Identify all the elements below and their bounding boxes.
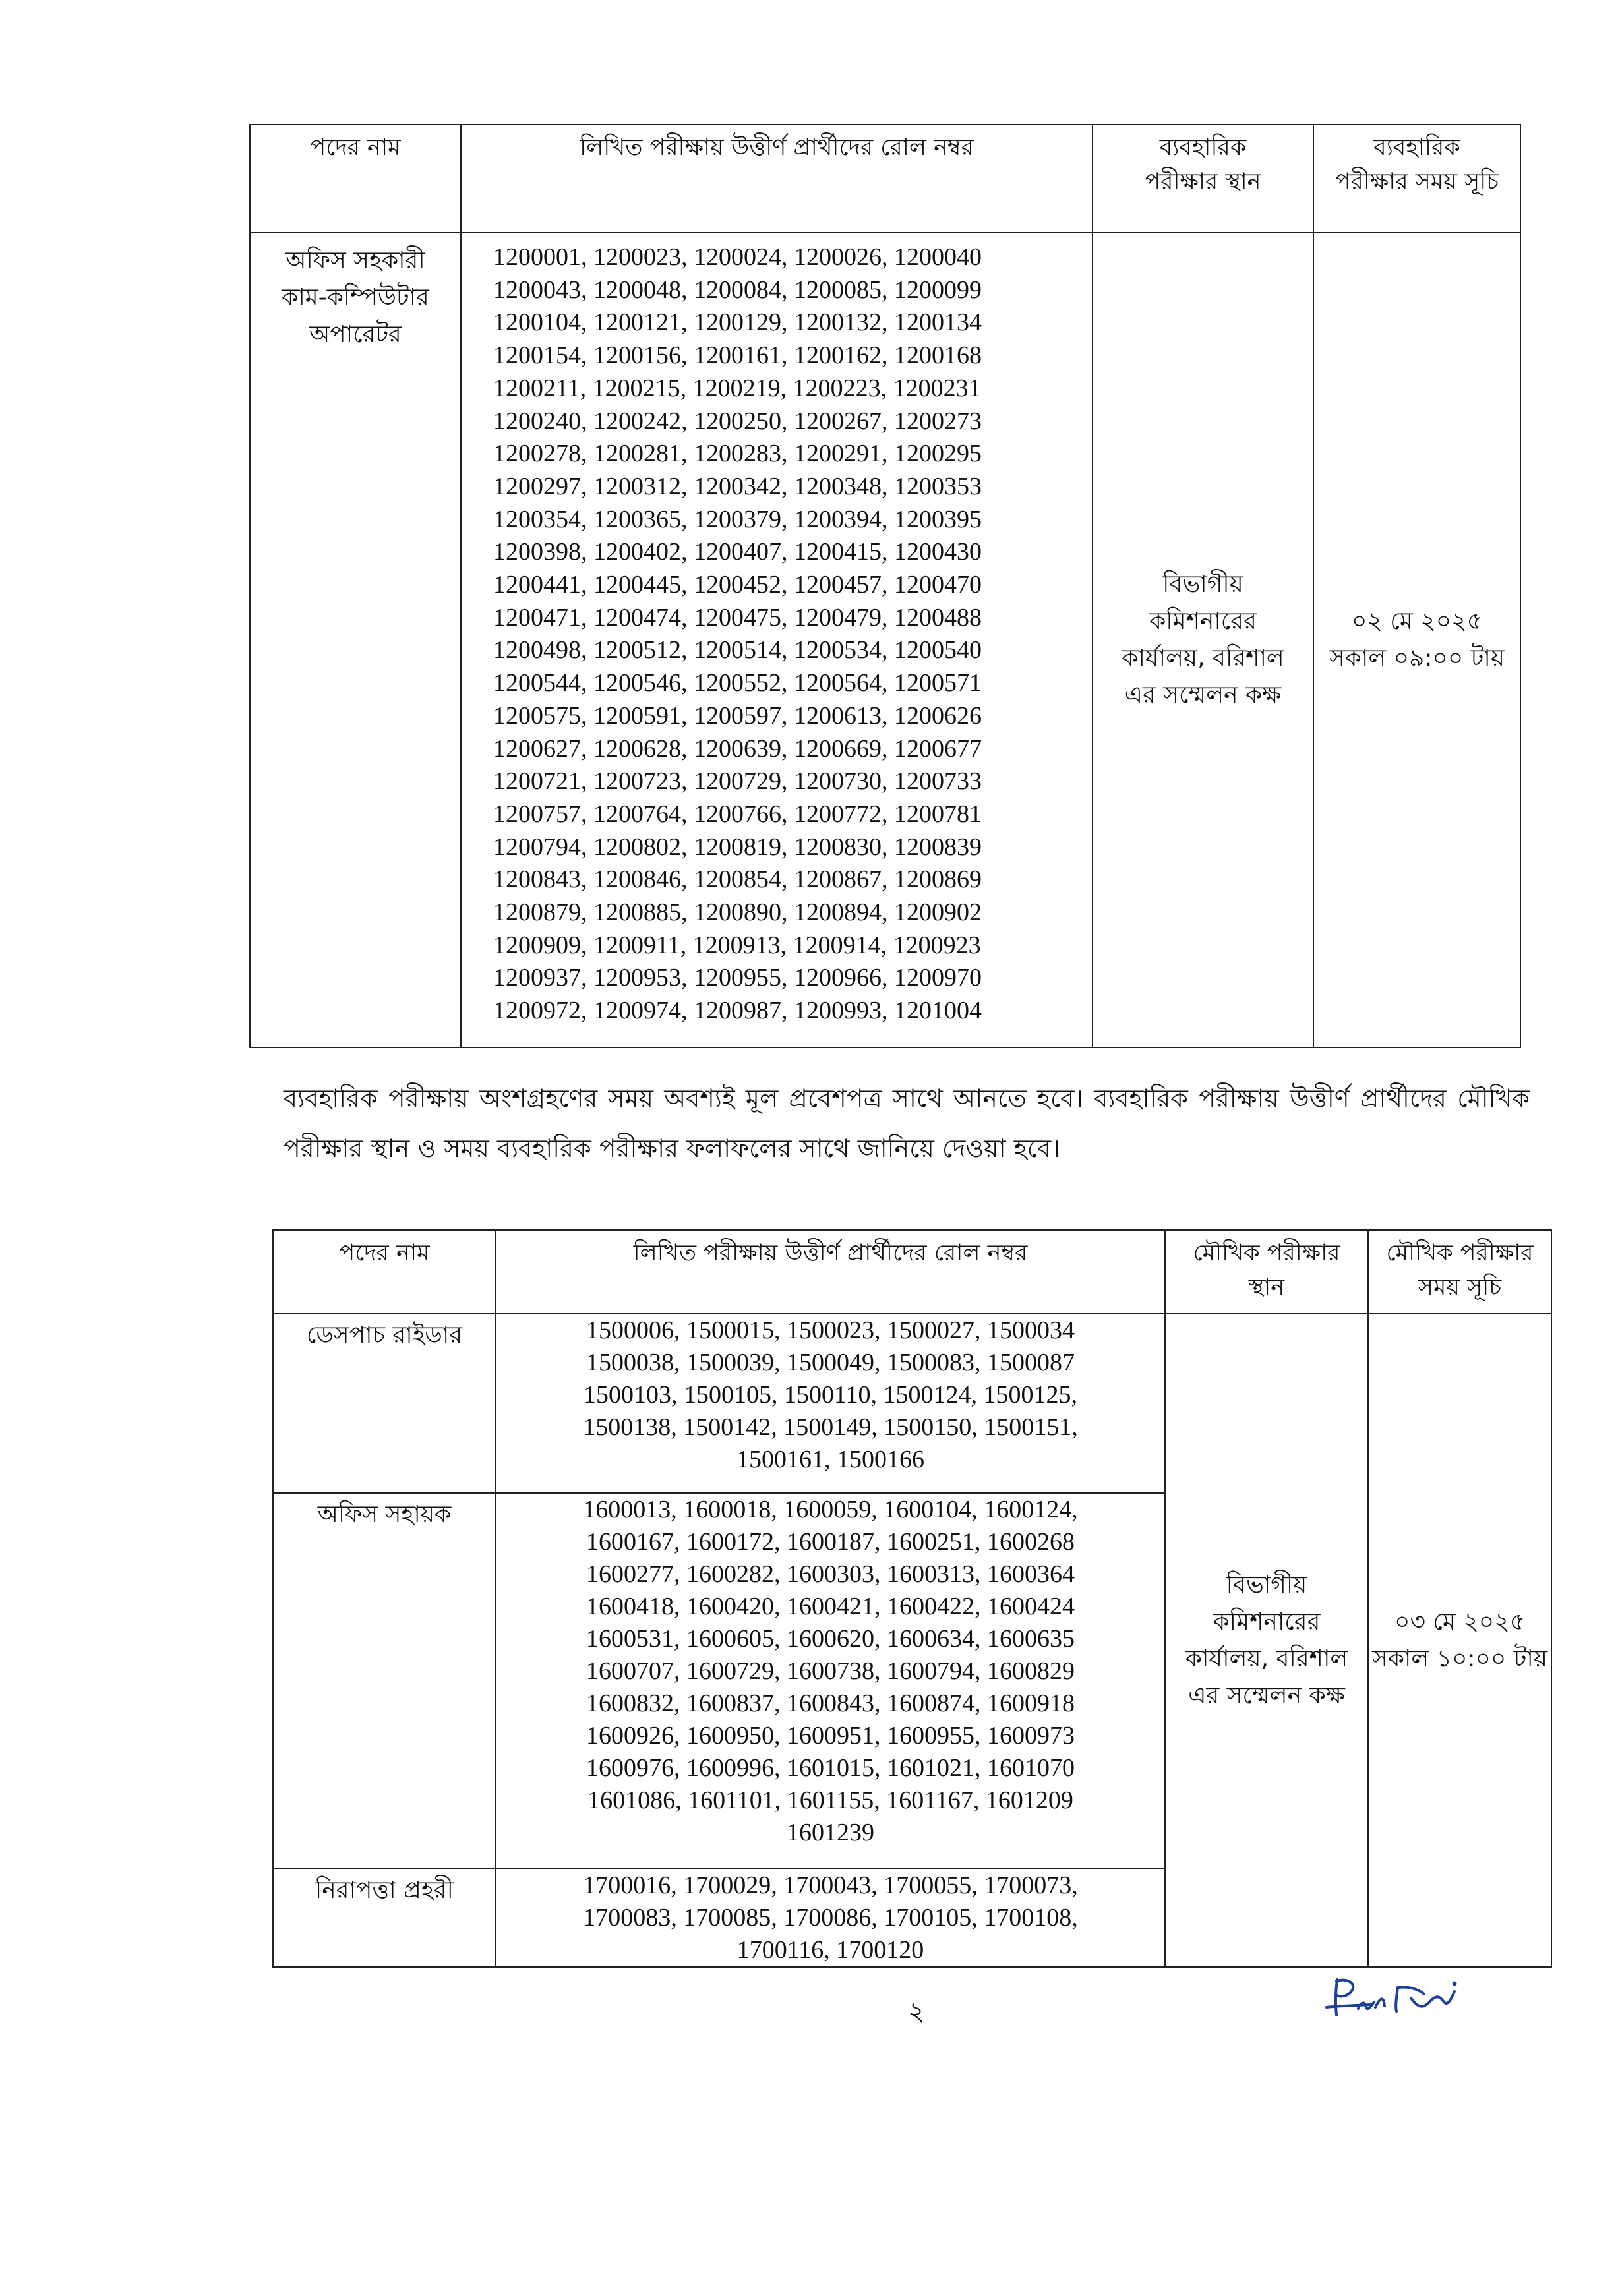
header-exam-schedule: মৌখিক পরীক্ষার সময় সূচি: [1368, 1230, 1551, 1314]
header-roll-numbers: লিখিত পরীক্ষায় উত্তীর্ণ প্রার্থীদের রোল নম্বর: [496, 1230, 1165, 1314]
exam-place-cell: বিভাগীয় কমিশনারের কার্যালয়, বরিশাল এর সম্মেলন কক্ষ: [1165, 1314, 1368, 1967]
exam-schedule-cell: ০৩ মে ২০২৫ সকাল ১০:০০ টায়: [1368, 1314, 1551, 1967]
roll-numbers-cell: 1500006, 1500015, 1500023, 1500027, 1500034 1500038, 1500039, 1500049, 1500083, 1500087 1500103, 1500105, 1500110, 1500124, 1500125, 1500138, 1500142, 1500149, 1500150, 1500151, 1500161, 1500166: [496, 1314, 1165, 1493]
exam-schedule-cell: ০২ মে ২০২৫ সকাল ০৯:০০ টায়: [1313, 233, 1520, 1047]
header-exam-place: মৌখিক পরীক্ষার স্থান: [1165, 1230, 1368, 1314]
page-number: ২: [907, 1997, 925, 2027]
roll-numbers-cell: 1600013, 1600018, 1600059, 1600104, 1600124, 1600167, 1600172, 1600187, 1600251, 1600268 1600277, 1600282, 1600303, 1600313, 1600364 1600418, 1600420, 1600421, 1600422, 1600424 1600531, 1600605, 1600620, 1600634, 1600635 1600707, 1600729, 1600738, 1600794, 1600829 1600832, 1600837, 1600843, 1600874, 1600918 1600926, 1600950, 1600951, 1600955, 1600973 1600976, 1600996, 1601015, 1601021, 1601070 1601086, 1601101, 1601155, 1601167, 1601209 1601239: [496, 1493, 1165, 1869]
header-exam-place: ব্যবহারিক পরীক্ষার স্থান: [1093, 125, 1313, 233]
header-post-name: পদের নাম: [250, 125, 461, 233]
practical-exam-table: [249, 124, 1521, 1048]
exam-place-cell: বিভাগীয় কমিশনারের কার্যালয়, বরিশাল এর সম্মেলন কক্ষ: [1093, 233, 1313, 1047]
table-header-row: [273, 1230, 1551, 1314]
header-post-name: পদের নাম: [273, 1230, 496, 1314]
table-row: [273, 1314, 1551, 1493]
roll-numbers-cell: 1200001, 1200023, 1200024, 1200026, 1200040 1200043, 1200048, 1200084, 1200085, 1200099 1200104, 1200121, 1200129, 1200132, 1200134 1200154, 1200156, 1200161, 1200162, 1200168 1200211, 1200215, 1200219, 1200223, 1200231 1200240, 1200242, 1200250, 1200267, 1200273 1200278, 1200281, 1200283, 1200291, 1200295 1200297, 1200312, 1200342, 1200348, 1200353 1200354, 1200365, 1200379, 1200394, 1200395 1200398, 1200402, 1200407, 1200415, 1200430 1200441, 1200445, 1200452, 1200457, 1200470 1200471, 1200474, 1200475, 1200479, 1200488 1200498, 1200512, 1200514, 1200534, 1200540 1200544, 1200546, 1200552, 1200564, 1200571 1200575, 1200591, 1200597, 1200613, 1200626 1200627, 1200628, 1200639, 1200669, 1200677 1200721, 1200723, 1200729, 1200730, 1200733 1200757, 1200764, 1200766, 1200772, 1200781 1200794, 1200802, 1200819, 1200830, 1200839 1200843, 1200846, 1200854, 1200867, 1200869 1200879, 1200885, 1200890, 1200894, 1200902 1200909, 1200911, 1200913, 1200914, 1200923 1200937, 1200953, 1200955, 1200966, 1200970 1200972, 1200974, 1200987, 1200993, 1201004: [461, 233, 1093, 1047]
roll-numbers-cell: 1700016, 1700029, 1700043, 1700055, 1700073, 1700083, 1700085, 1700086, 1700105, 1700108, 1700116, 1700120: [496, 1869, 1165, 1967]
viva-exam-table: [272, 1229, 1552, 1968]
post-name-cell: অফিস সহকারী কাম-কম্পিউটার অপারেটর: [250, 233, 461, 1047]
table-header-row: [250, 125, 1520, 233]
table-row: [250, 233, 1520, 1047]
instruction-note: ব্যবহারিক পরীক্ষায় অংশগ্রহণের সময় অবশ্যই মূল প্রবেশপত্র সাথে আনতে হবে। ব্যবহারিক পরীক্ষায় উত্তীর্ণ প্রার্থীদের মৌখিক পরীক্ষার স্থান ও সময় ব্যবহারিক পরীক্ষার ফলাফলের সাথে জানিয়ে দেওয়া হবে।: [284, 1084, 1530, 1163]
signature-image: [1319, 1968, 1477, 2027]
post-name-cell: নিরাপত্তা প্রহরী: [273, 1869, 496, 1967]
post-name-cell: ডেসপাচ রাইডার: [273, 1314, 496, 1493]
post-name-cell: অফিস সহায়ক: [273, 1493, 496, 1869]
header-roll-numbers: লিখিত পরীক্ষায় উত্তীর্ণ প্রার্থীদের রোল নম্বর: [461, 125, 1093, 233]
header-exam-schedule: ব্যবহারিক পরীক্ষার সময় সূচি: [1313, 125, 1520, 233]
